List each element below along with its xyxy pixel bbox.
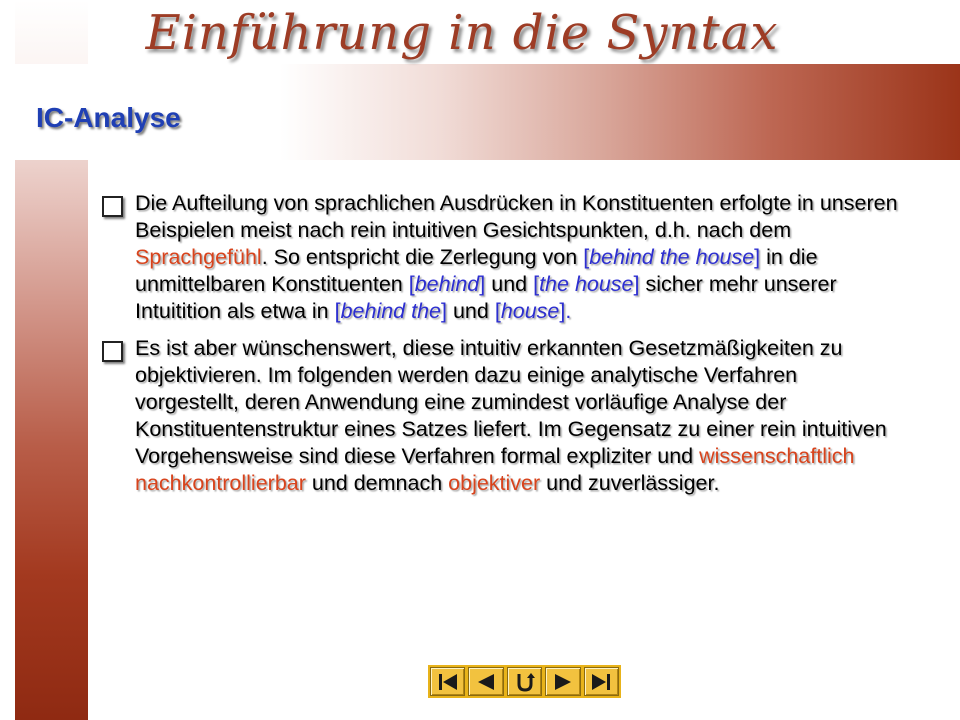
- first-slide-button[interactable]: [430, 667, 465, 696]
- text-segment: . So entspricht die Zerlegung von: [261, 245, 584, 269]
- navigation-bar: [428, 665, 621, 698]
- highlight-term: Sprachgefühl: [135, 245, 262, 269]
- text-segment: in die unmittelbaren Konstituenten: [135, 245, 818, 296]
- bracket: ]: [479, 272, 486, 296]
- bullet-item: [100, 335, 900, 497]
- bullet-text: [135, 335, 900, 497]
- example-phrase: behind the house: [589, 245, 755, 269]
- slide-content: [100, 190, 900, 507]
- bracket: ]: [754, 245, 761, 269]
- text-segment: und: [485, 272, 534, 296]
- bracket: [: [334, 299, 341, 323]
- example-phrase: the house: [539, 272, 634, 296]
- previous-icon: [473, 671, 499, 693]
- return-icon: [512, 671, 538, 693]
- text-segment: Die Aufteilung von sprachlichen Ausdrücken in Konstituenten erfolgte in unseren Beispielen meist nach rein intuitiven Gesichtspunkten, d.h. nach dem: [135, 191, 898, 242]
- highlight-term: wissenschaftlich nachkontrollierbar: [135, 444, 855, 495]
- bracket: ]: [441, 299, 447, 323]
- example-phrase: house: [500, 299, 560, 323]
- first-icon: [435, 671, 461, 693]
- highlight-term: objektiver: [448, 471, 541, 495]
- text-segment: und demnach: [305, 471, 449, 495]
- bracket: ].: [559, 299, 572, 323]
- text-segment: sicher mehr unserer Intuitition als etwa in: [135, 272, 837, 323]
- last-slide-button[interactable]: [584, 667, 619, 696]
- slide-title: IC-Analyse: [36, 102, 181, 133]
- square-bullet-icon: [102, 196, 123, 217]
- example-phrase: behind: [414, 272, 480, 296]
- header-title: Einführung in die Syntax: [145, 5, 779, 61]
- return-button[interactable]: [507, 667, 542, 696]
- text-segment: und zuverlässiger.: [540, 471, 720, 495]
- text-segment: und: [447, 299, 495, 323]
- bullet-item: [100, 190, 900, 325]
- bracket: [: [494, 299, 501, 323]
- square-bullet-icon: [102, 341, 123, 362]
- header-banner: [0, 2, 960, 64]
- previous-slide-button[interactable]: [468, 667, 503, 696]
- bullet-text: [135, 190, 900, 325]
- bracket: [: [533, 272, 540, 296]
- example-phrase: behind the: [340, 299, 442, 323]
- bracket: [: [583, 245, 590, 269]
- bracket: ]: [633, 272, 640, 296]
- last-icon: [588, 671, 614, 693]
- next-slide-button[interactable]: [545, 667, 580, 696]
- bracket: [: [408, 272, 415, 296]
- text-segment: Es ist aber wünschenswert, diese intuitiv erkannten Gesetzmäßigkeiten zu objektivieren. Im folgenden werden dazu einige analytische Verfahren vorgestellt, deren Anwendung eine zumindest vorläufige Analyse der Konstituentenstruktur eines Satzes liefert. Im Gegensatz zu einer rein intuitiven Vorgehensweise sind diese Verfahren formal expliziter und: [135, 336, 887, 468]
- next-icon: [550, 671, 576, 693]
